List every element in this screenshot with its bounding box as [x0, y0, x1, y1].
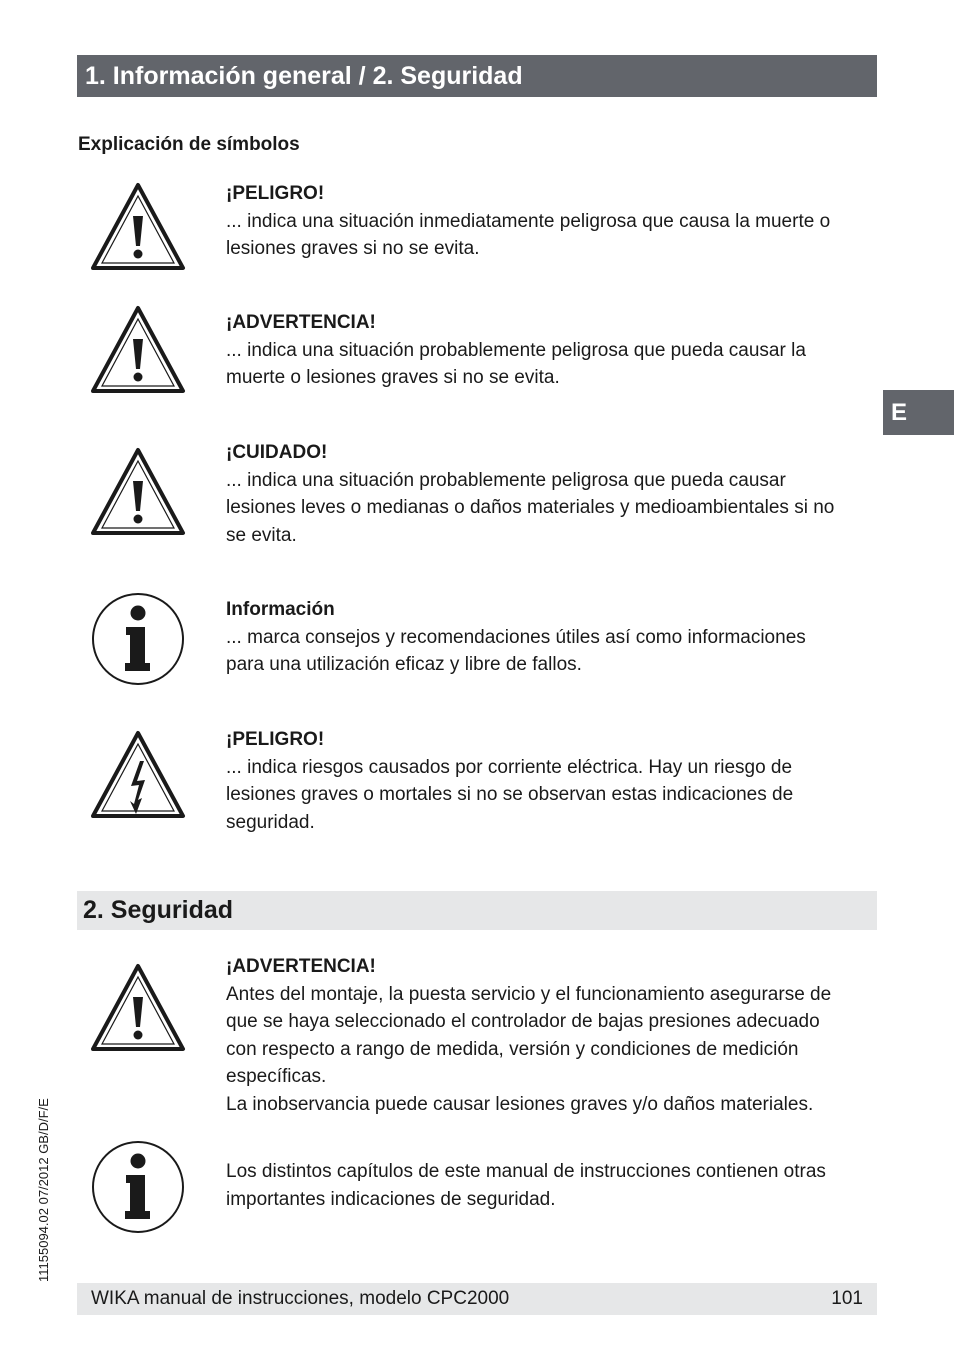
entry-text: específicas. — [226, 1066, 327, 1087]
document-code: 11155094.02 07/2012 GB/D/F/E — [36, 1098, 51, 1282]
section-title: 2. Seguridad — [83, 896, 234, 924]
entry-title: ¡ADVERTENCIA! — [226, 312, 376, 333]
symbol-entry-caution — [226, 439, 876, 549]
symbol-entry-information — [226, 596, 876, 679]
language-tab — [883, 390, 954, 435]
entry-text: se evita. — [226, 524, 297, 546]
entry-text: Antes del montaje, la puesta servicio y el funcionamiento asegurarse de — [226, 983, 832, 1005]
entry-title: Información — [226, 599, 335, 620]
entry-title: ¡PELIGRO! — [226, 729, 325, 750]
symbols-heading: Explicación de símbolos — [78, 134, 300, 155]
security-info — [226, 1158, 876, 1213]
symbol-entry-danger — [226, 180, 876, 263]
warning-triangle-icon — [90, 180, 186, 276]
entry-text: importantes indicaciones de seguridad. — [226, 1188, 556, 1210]
entry-text: muerte o lesiones graves si no se evita. — [226, 367, 560, 388]
warning-triangle-icon — [90, 445, 186, 541]
footer-text: WIKA manual de instrucciones, modelo CPC2000 — [91, 1288, 510, 1309]
symbol-entry-warning — [226, 309, 876, 392]
warning-triangle-icon — [90, 961, 186, 1057]
entry-text: ... marca consejos y recomendaciones útiles así como informaciones — [226, 626, 806, 648]
entry-title: ¡CUIDADO! — [226, 442, 328, 463]
info-circle-icon — [90, 1139, 186, 1235]
page-number: 101 — [831, 1288, 863, 1309]
section-title: 1. Información general / 2. Seguridad — [85, 62, 523, 90]
symbol-entry-electric-danger — [226, 726, 876, 836]
entry-text: para una utilización eficaz y libre de fallos. — [226, 654, 582, 675]
language-tab-label: E — [891, 399, 908, 426]
entry-text: lesiones leves o medianas o daños materiales y medioambientales si no — [226, 497, 835, 518]
section-header — [77, 891, 877, 930]
page-footer — [77, 1283, 877, 1315]
warning-triangle-icon — [90, 303, 186, 399]
entry-text: lesiones graves si no se evita. — [226, 238, 480, 259]
security-warning — [226, 953, 876, 1118]
entry-text: Los distintos capítulos de este manual de instrucciones contienen otras — [226, 1161, 826, 1182]
entry-text: ... indica riesgos causados por corriente eléctrica. Hay un riesgo de — [226, 756, 793, 778]
entry-text: con respecto a rango de medida, versión y condiciones de medición — [226, 1038, 799, 1060]
entry-text: ... indica una situación probablemente peligrosa que pueda causar la — [226, 339, 806, 361]
entry-text: seguridad. — [226, 811, 315, 833]
info-circle-icon — [90, 591, 186, 687]
entry-text: La inobservancia puede causar lesiones graves y/o daños materiales. — [226, 1093, 814, 1115]
entry-text: que se haya seleccionado el controlador de bajas presiones adecuado — [226, 1011, 820, 1032]
entry-title: ¡ADVERTENCIA! — [226, 956, 376, 977]
section-header — [77, 55, 877, 97]
entry-text: ... indica una situación inmediatamente peligrosa que causa la muerte o — [226, 210, 831, 232]
entry-title: ¡PELIGRO! — [226, 183, 325, 204]
entry-text: lesiones graves o mortales si no se observan estas indicaciones de — [226, 784, 794, 805]
entry-text: ... indica una situación probablemente peligrosa que pueda causar — [226, 469, 786, 491]
electric-hazard-icon — [90, 728, 186, 824]
